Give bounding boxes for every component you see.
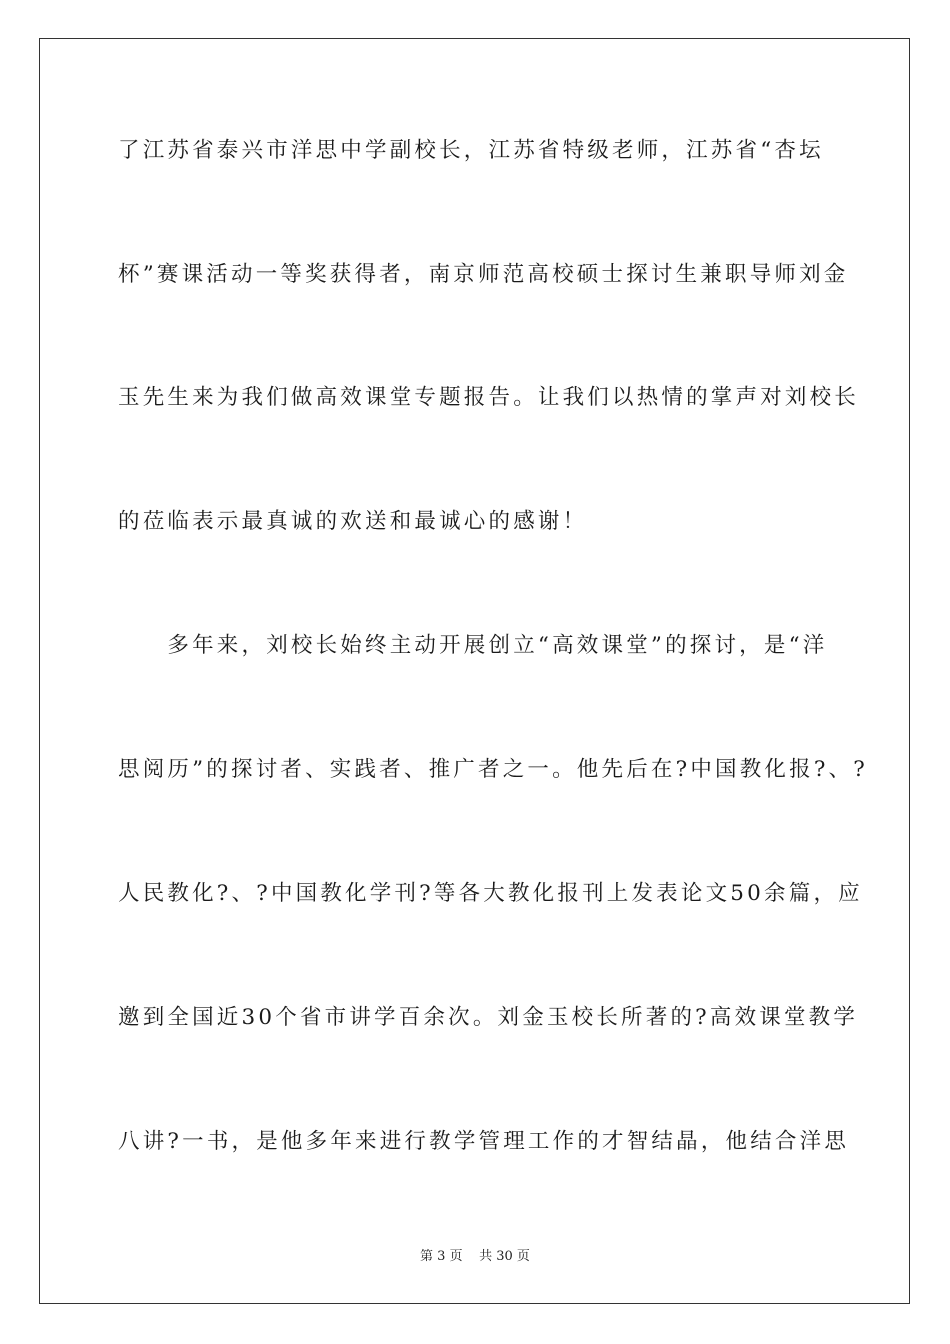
text-line: 杯”赛课活动一等奖获得者，南京师范高校硕士探讨生兼职导师刘金 [118, 262, 849, 287]
text-line: 人民教化?、?中国教化学刊?等各大教化报刊上发表论文50余篇，应 [118, 881, 863, 906]
page-total: 共 30 页 [479, 1249, 530, 1264]
text-line: 玉先生来为我们做高效课堂专题报告。让我们以热情的掌声对刘校长 [118, 385, 860, 410]
text-line: 八讲?一书，是他多年来进行教学管理工作的才智结晶，他结合洋思 [118, 1129, 850, 1154]
text-line: 思阅历”的探讨者、实践者、推广者之一。他先后在?中国教化报?、? [118, 757, 868, 782]
text-line: 邀到全国近30个省市讲学百余次。刘金玉校长所著的?高效课堂教学 [118, 1005, 859, 1030]
page-border [39, 38, 910, 1304]
page-number: 第 3 页 [420, 1249, 463, 1264]
text-line: 了江苏省泰兴市洋思中学副校长，江苏省特级老师，江苏省“杏坛 [118, 138, 824, 163]
text-line: 的莅临表示最真诚的欢送和最诚心的感谢！ [118, 509, 588, 534]
page-footer [0, 1248, 950, 1266]
text-line: 多年来，刘校长始终主动开展创立“高效课堂”的探讨，是“洋 [118, 633, 828, 658]
